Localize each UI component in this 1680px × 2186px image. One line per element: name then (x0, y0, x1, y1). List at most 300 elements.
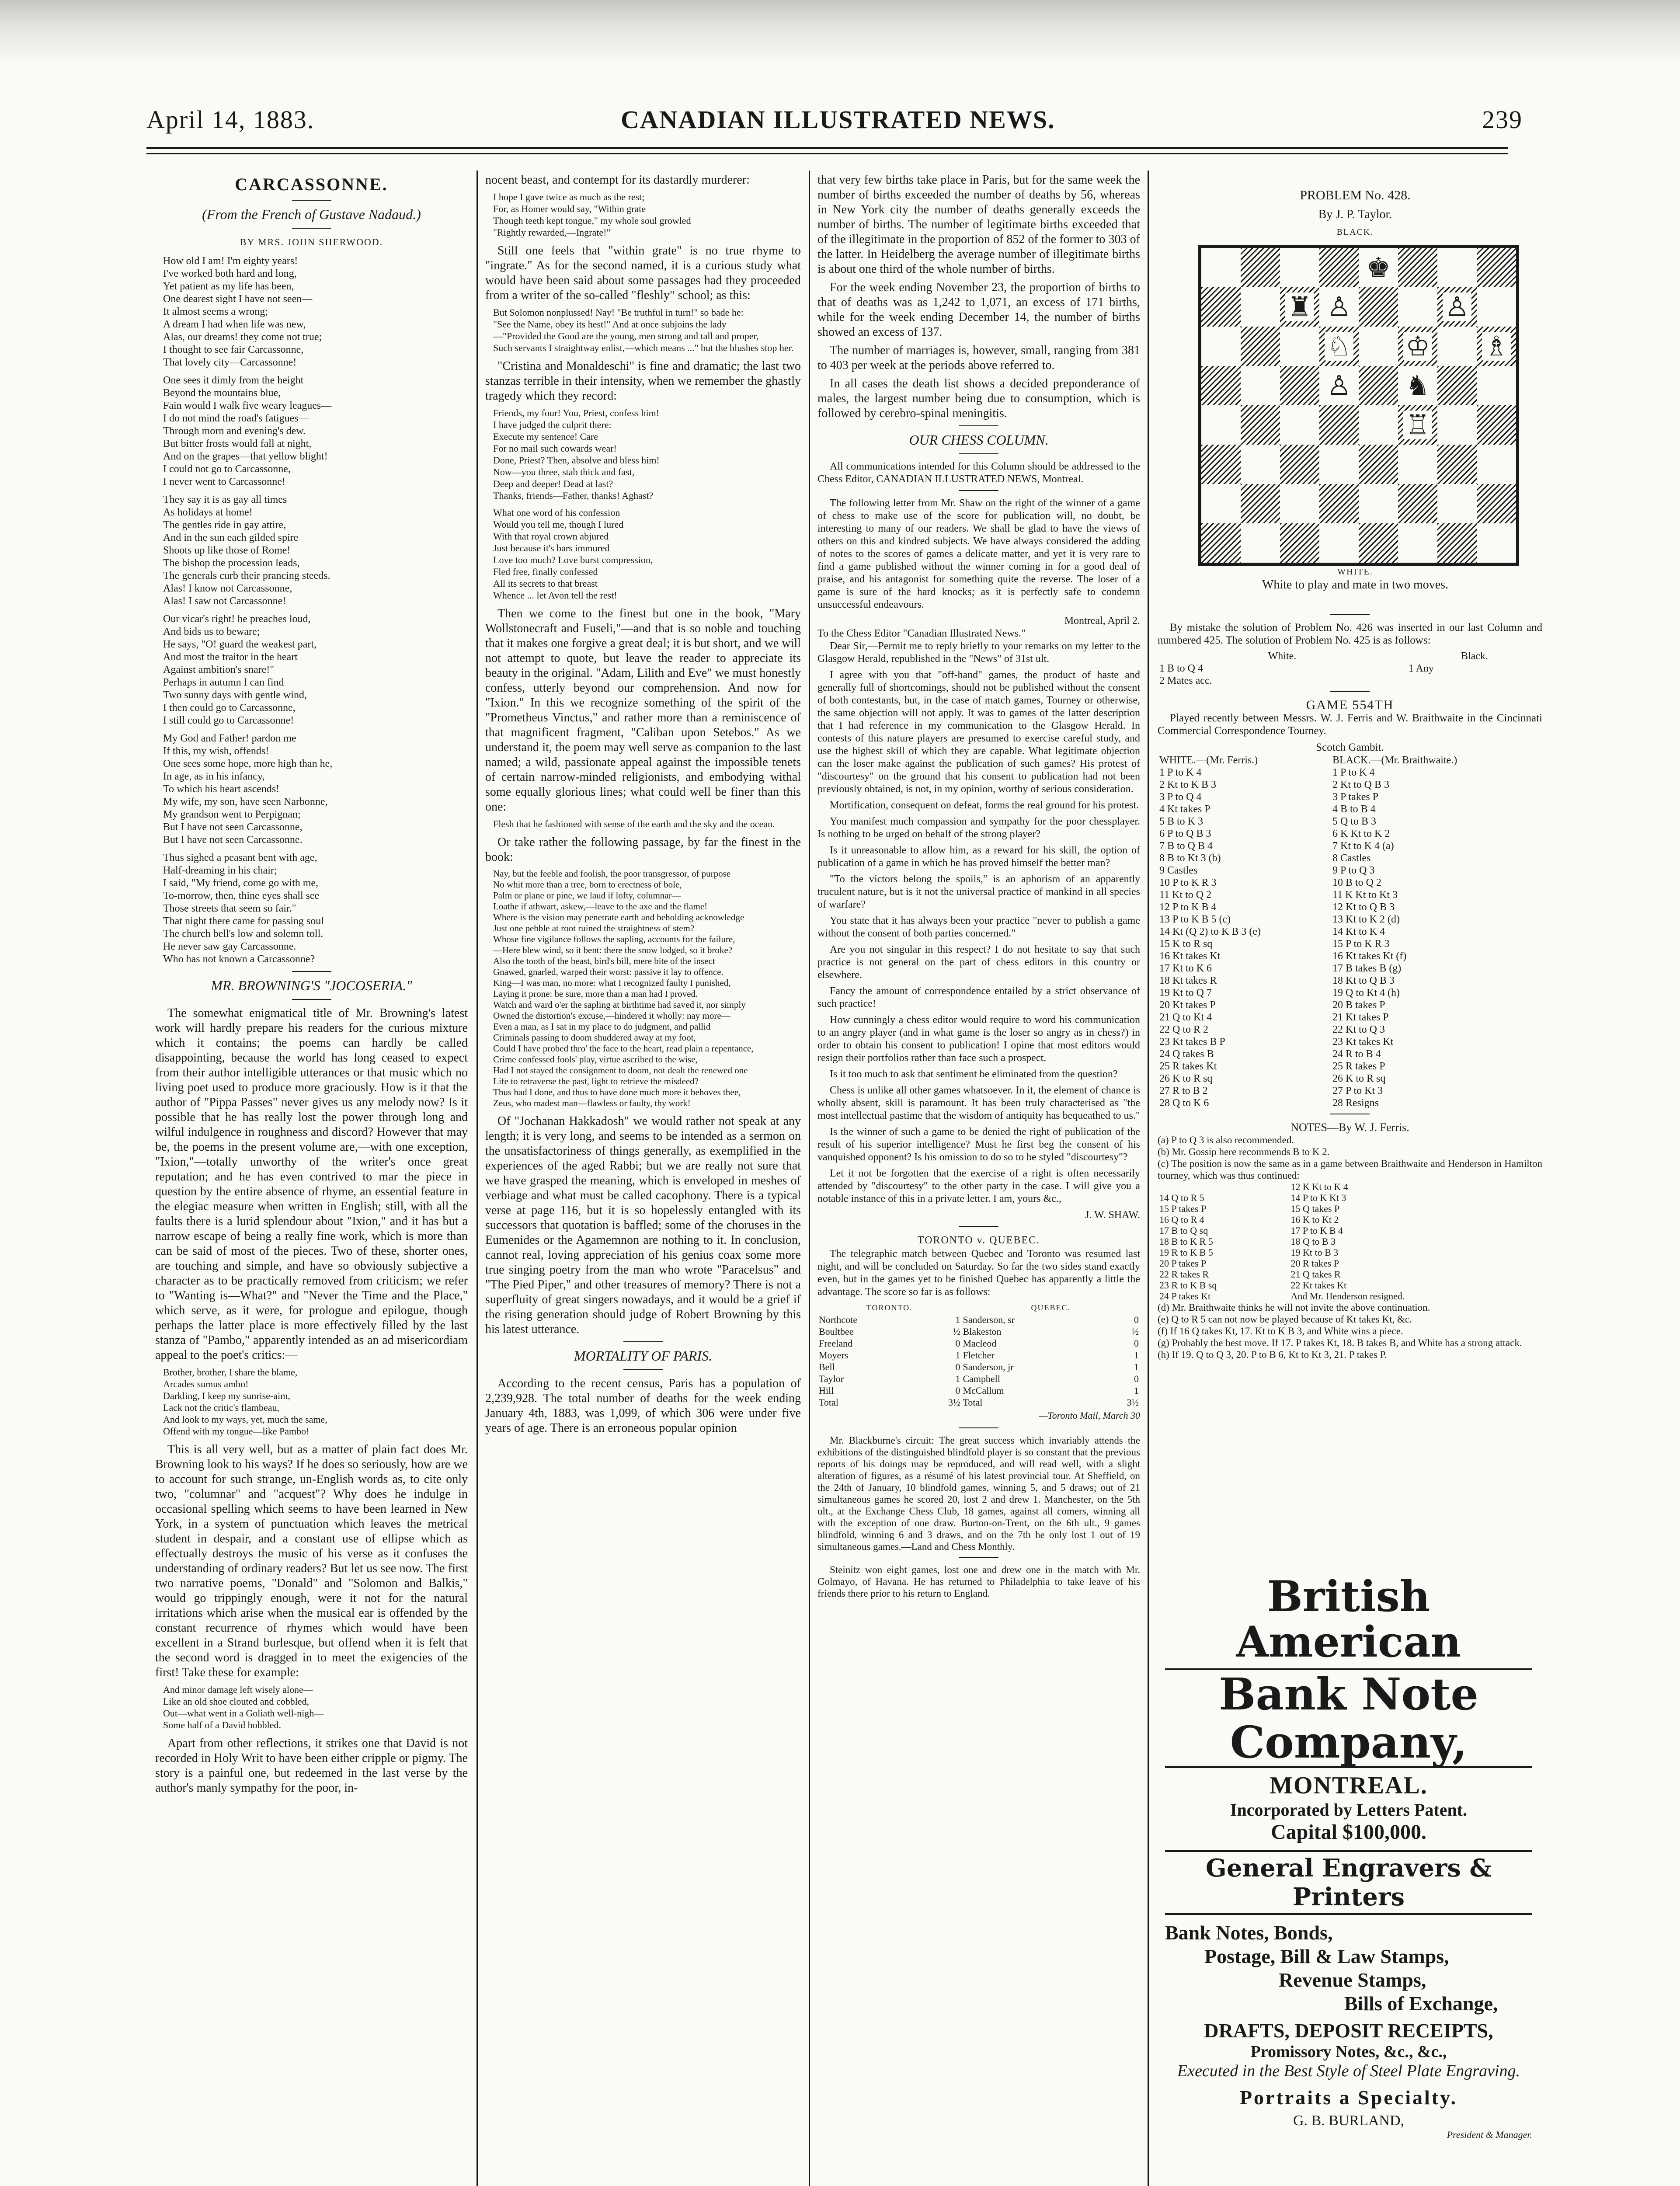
score-row (817, 1326, 1140, 1337)
score-cell: 0 (1134, 1373, 1139, 1384)
column-1 (155, 173, 468, 2186)
white-move: 3 P to Q 4 (1159, 791, 1202, 803)
white-move: 23 R to K B sq (1159, 1280, 1217, 1291)
black-move: 1 P to K 4 (1332, 767, 1375, 778)
board-square (1437, 405, 1477, 445)
score-cell: 1 (1134, 1361, 1139, 1372)
chess-piece-icon: ♘ (1325, 332, 1353, 361)
score-cell: Hill (819, 1385, 834, 1396)
page-torn-edge (0, 0, 1680, 66)
article-headline-browning: MR. BROWNING'S "JOCOSERIA." (211, 978, 412, 993)
article-paragraph: Apart from other reflections, it strikes one that David is not recorded in Holy Writ to have been either cripple or pigmy. The story is a painful one, but redeemed in the last verse by the author's manly sympathy for the poor, in- (155, 1737, 468, 1795)
game-notes (1158, 1134, 1542, 1361)
board-square (1398, 287, 1437, 327)
white-move: 1 P to K 4 (1159, 767, 1202, 778)
score-cell: ½ (953, 1326, 960, 1337)
white-move: 8 B to Kt 3 (b) (1159, 853, 1221, 864)
board-square (1398, 327, 1437, 366)
board-square (1319, 484, 1359, 523)
move-row (1158, 913, 1542, 926)
problem-author: By J. P. Taylor. (1318, 208, 1392, 221)
board-square (1241, 523, 1280, 563)
board-square (1437, 484, 1477, 523)
white-move: 26 K to R sq (1159, 1073, 1213, 1084)
move-row (1158, 1236, 1542, 1247)
article-paragraph: The somewhat enigmatical title of Mr. Browning's latest work will hardly prepare his readers for the curious mixture which it contains; the poems can hardly be called disappointing, because the world has long ceased to expect from their author intelligible utterances or that music which no living poet used to produce more graciously. How is it that the author of "Pippa Passes" never gives us any melody now? Is it possible that he has really lost the power through long and wilful indulgence in roughness and discord? However that may be, the poems in the present volume are,—with one exception, "Ixion,"—totally unworthy of the writer's once great reputation; and he has even contrived to mar the piece in question by the entire absence of rhyme, an essential feature in the elegiac measure when written in English; still, with all the faults there is a lurid splendour about "Ixion," and it has but a narrow escape of being a really fine work, which is more than can be said of most of the pieces. Two of these, shorter ones, are touching and simple, and have so obviously subjective a character as to be practically removed from criticism; we refer to "Wanting is—What?" and "Never the Time and the Place," which serve, as it were, for prologue and epilogue, though perhaps the latter place is more effectively filled by the last stanza of "Pambo," apparently intended as an ad misericordiam appeal to the poet's critics:— (155, 1006, 468, 1362)
match-paragraph: The telegraphic match between Quebec and Toronto was resumed last night, and will be concluded on Saturday. So far the two sides stand exactly even, but in the games yet to be finished Quebec has apparently a little the advantage. The score so far is as follows: (817, 1248, 1140, 1298)
match-headline: TORONTO v. QUEBEC. (917, 1235, 1040, 1246)
divider (292, 228, 331, 229)
board-square (1359, 327, 1398, 366)
article-paragraph: For the week ending November 23, the proportion of births to that of deaths was as 1,242 to 1,071, an excess of 171 births, while for the week ending December 14, the number of births showed an excess of 137. (817, 281, 1140, 339)
move-row (1158, 1181, 1542, 1192)
score-header-row (817, 1302, 1140, 1314)
score-source: —Toronto Mail, March 30 (1039, 1410, 1140, 1421)
black-move: 8 Castles (1332, 853, 1371, 864)
article-paragraph: The number of marriages is, however, small, ranging from 381 to 403 per week at the periods above referred to. (817, 344, 1140, 372)
board-square (1241, 366, 1280, 405)
divider (292, 971, 331, 972)
score-cell: Blakeston (963, 1326, 1002, 1337)
chess-letter-paragraph: Mortification, consequent on defeat, forms the real ground for his protest. (830, 800, 1139, 811)
ad-banner: General Engravers & Printers (1165, 1850, 1532, 1915)
ad-company-name-line1: British American (1236, 1572, 1461, 1667)
game-note: (c) The position is now the same as in a game between Braithwaite and Henderson in Hamilton tourney, which was thus continued: (1158, 1158, 1542, 1181)
score-row (817, 1349, 1140, 1361)
score-cell: 0 (955, 1385, 960, 1396)
chess-piece-icon: ♙ (1325, 292, 1353, 321)
divider (1330, 614, 1370, 615)
white-move: 16 Kt takes Kt (1159, 950, 1221, 962)
board-square (1398, 523, 1437, 563)
white-move: 14 Q to R 5 (1159, 1192, 1204, 1203)
board-square (1280, 523, 1319, 563)
white-move: 5 B to K 3 (1159, 816, 1203, 827)
chess-letter-paragraph: Is it unreasonable to allow him, as a reward for his skill, the option of publication of a game in which he has proved himself the better man? (817, 845, 1140, 869)
move-row (1158, 766, 1542, 779)
black-move: 19 Q to Kt 4 (h) (1332, 987, 1400, 999)
problem-caption: White to play and mate in two moves. (1262, 578, 1449, 592)
move-row (1158, 852, 1542, 864)
move-row (1158, 828, 1542, 840)
board-square (1437, 287, 1477, 327)
poem-stanza: My God and Father! pardon me If this, my wish, offends! One sees some hope, more high than he, In age, as in his infancy, To which his heart ascends! My wife, my son, have seen Narbonne, My grandson went to Perpignan; But I have not seen Carcassonne, But I have not seen Carcassonne. (163, 733, 333, 846)
score-cell: Sanderson, sr (963, 1314, 1015, 1325)
white-move: 22 R takes R (1159, 1269, 1209, 1280)
score-cell: McCallum (963, 1385, 1004, 1396)
white-move: 4 Kt takes P (1159, 804, 1210, 815)
white-move: 9 Castles (1159, 865, 1198, 876)
score-cell: 1 (1134, 1350, 1139, 1361)
move-row (1158, 1048, 1542, 1060)
score-cell: Campbell (963, 1373, 1000, 1384)
board-label-black: BLACK. (1336, 227, 1374, 237)
chess-letter-paragraph: Is it too much to ask that sentiment be eliminated from the question? (830, 1069, 1118, 1080)
board-square (1319, 405, 1359, 445)
black-move: 6 K Kt to K 2 (1332, 828, 1390, 839)
chess-problem-board (1198, 245, 1519, 566)
move-row (1158, 1072, 1542, 1085)
move-row (1158, 1097, 1542, 1109)
black-move: 19 Kt to B 3 (1290, 1247, 1339, 1258)
board-label-white: WHITE. (1337, 567, 1373, 577)
score-cell: Moyers (819, 1350, 849, 1361)
black-move: 27 P to Kt 3 (1332, 1085, 1383, 1096)
score-row (817, 1373, 1140, 1385)
board-square (1280, 248, 1319, 287)
black-move: 7 Kt to K 4 (a) (1332, 840, 1394, 852)
white-move: 16 Q to R 4 (1159, 1214, 1204, 1225)
black-move: 12 Kt to Q B 3 (1332, 902, 1395, 913)
chess-letter-paragraph: Is the winner of such a game to be denied the right of publication of the result of his superior intelligence? Must he first beg the consent of his vanquished opponent? Is his omission to do so to be styled "discourtesy"? (817, 1126, 1140, 1163)
board-square (1280, 484, 1319, 523)
board-square (1359, 287, 1398, 327)
black-move: 17 P to K B 4 (1290, 1225, 1343, 1236)
article-headline-mortality: MORTALITY OF PARIS. (574, 1348, 713, 1364)
divider (959, 490, 998, 491)
solution-black-label: Black. (1461, 651, 1488, 662)
quoted-verse: And minor damage left wisely alone— Like an old shoe clouted and cobbled, Out—what went in a Goliath well-nigh— Some half of a David hobbled. (163, 1684, 324, 1730)
black-move: 14 P to K Kt 3 (1290, 1192, 1346, 1203)
black-move: 24 R to B 4 (1332, 1048, 1381, 1060)
score-cell: Macleod (963, 1338, 997, 1349)
article-headline-carcassonne: CARCASSONNE. (235, 174, 388, 194)
article-paragraph: According to the recent census, Paris has a population of 2,239,928. The total number of deaths for the week ending January 4th, 1883, was 1,099, of which 306 were under five years of age. There is an erroneous popular opinion (485, 1377, 801, 1435)
white-move: 7 B to Q B 4 (1159, 840, 1213, 852)
poem-stanza: One sees it dimly from the height Beyond the mountains blue, Fain would I walk five weary leagues— I do not mind the road's fatigues— Through morn and evening's dew. But bitter frosts would fall at night, And on the grapes—that yellow blight! I could not go to Carcassonne, I never went to Carcassonne! (163, 375, 332, 487)
move-row (1158, 938, 1542, 950)
black-move: 10 B to Q 2 (1332, 877, 1381, 888)
black-move: 17 B takes B (g) (1332, 963, 1402, 974)
white-move: 18 Kt takes R (1159, 975, 1217, 986)
article-paragraph: Of "Jochanan Hakkadosh" we would rather not speak at any length; it is very long, and seems to be intended as a sermon on the unsatisfactoriness of things generally, as exemplified in the experiences of the aged Rabbi; but we are really not sure that we have grasped the meaning, which is enveloped in meshes of verbiage and what must be called cacophony. There is a typical verse at page 116, but it is so hopelessly entangled with its successors that quotation is baffled; some of the choruses in the Eumenides or the Agamemnon are nothing to it. In conclusion, cannot real, loving appreciation of his genius coax some more true singing poetry from the man who wrote "Paracelsus" and "The Pied Piper," and other treasures of memory? There is not a superfluity of great singers nowadays, and it would be a grief if the rising generation should judge of Robert Browning by this his latest utterance. (485, 1114, 801, 1336)
black-player: BLACK.—(Mr. Braithwaite.) (1332, 755, 1457, 766)
score-header-quebec: QUEBEC. (1031, 1303, 1071, 1312)
move-row (1158, 1291, 1542, 1302)
board-square (1201, 287, 1241, 327)
divider (959, 1427, 998, 1428)
white-move: 22 Q to R 2 (1159, 1024, 1209, 1035)
chess-letter-paragraph: The following letter from Mr. Shaw on the right of the winner of a game of chess to make use of the score for publication will, no doubt, be interesting to many of our readers. We shall be glad to have the views of others on this and kindred subjects. We have always considered the adding of notes to the scores of games a delicate matter, and yet it is very rare to find a game published without the winner coming in for a good deal of praise, and his antagonist for something quite the reverse. The loser of a game is sure of the hard knocks; as it is perfectly safe to condemn unsuccessful endeavours. (817, 498, 1140, 610)
black-move: 25 R takes P (1332, 1061, 1385, 1072)
board-square (1319, 248, 1359, 287)
chess-news-paragraph: Steinitz won eight games, lost one and drew one in the match with Mr. Golmayo, of Havana. He has returned to Philadelphia to take leave of his friends there prior to his return to England. (817, 1564, 1140, 1599)
board-square (1359, 248, 1398, 287)
white-move: 19 Kt to Q 7 (1159, 987, 1212, 999)
black-move: 22 Kt to Q 3 (1332, 1024, 1385, 1035)
score-total-label: Total (819, 1397, 838, 1408)
move-row (1158, 1225, 1542, 1236)
masthead-rule-thin (146, 153, 1508, 154)
board-square (1398, 445, 1437, 484)
board-square (1477, 445, 1516, 484)
move-row (1158, 1011, 1542, 1023)
black-move: 14 Kt to K 4 (1332, 926, 1385, 937)
solution-move: 1 B to Q 4 (1159, 663, 1203, 674)
board-square (1319, 445, 1359, 484)
board-square (1359, 405, 1398, 445)
board-square (1477, 484, 1516, 523)
move-row (1158, 962, 1542, 975)
game-moves-table (1158, 754, 1542, 1109)
divider (959, 425, 998, 426)
chess-letter-paragraph: Let it not be forgotten that the exercise of a right is often necessarily attended by "discourtesy" to the other party in the case. I will give you a notable instance of this in a private letter. I am, yours &c., (817, 1168, 1140, 1204)
chess-letter-paragraph: You state that it has always been your practice "never to publish a game without the consent of both parties concerned." (817, 915, 1140, 939)
white-player: WHITE.—(Mr. Ferris.) (1159, 755, 1258, 766)
score-cell: 1 (955, 1314, 960, 1325)
letter-dateline: Montreal, April 2. (1064, 615, 1140, 627)
black-move: 13 Kt to K 2 (d) (1332, 914, 1400, 925)
score-total-label: Total (963, 1397, 983, 1408)
board-square (1437, 523, 1477, 563)
score-cell: Taylor (819, 1373, 844, 1384)
white-move: 17 Kt to K 6 (1159, 963, 1212, 974)
divider (1330, 691, 1370, 692)
score-cell: Sanderson, jr (963, 1361, 1014, 1372)
solution-move: 2 Mates acc. (1159, 675, 1212, 686)
divider (623, 1369, 663, 1370)
article-paragraph: that very few births take place in Paris, but for the same week the number of births exceeded the number of deaths by 56, whereas in New York city the number of deaths generally exceeds the number of births. The number of legitimate births exceeded that of the illegitimate in the proportion of 852 of the former to 303 of the latter. In Heidelberg the average number of illegitimate births is about one third of the whole number of births. (817, 173, 1140, 276)
ad-executed: Executed in the Best Style of Steel Plate Engraving. (1177, 2062, 1520, 2080)
black-move: 23 Kt takes Kt (1332, 1036, 1394, 1048)
game-note: (d) Mr. Braithwaite thinks he will not invite the above continuation. (1158, 1302, 1430, 1313)
score-cell: Freeland (819, 1338, 852, 1349)
move-row (1158, 999, 1542, 1011)
score-cell: Fletcher (963, 1350, 995, 1361)
score-cell: 0 (1134, 1314, 1139, 1325)
issue-date: April 14, 1883. (146, 105, 315, 134)
move-row (1158, 791, 1542, 803)
move-row (1158, 1203, 1542, 1214)
divider (623, 1341, 663, 1342)
white-move: 23 Kt takes B P (1159, 1036, 1225, 1048)
divider (959, 453, 998, 454)
board-square (1398, 248, 1437, 287)
score-cell: Bell (819, 1361, 835, 1372)
solution-correction: By mistake the solution of Problem No. 426 was inserted in our last Column and numbered 425. The solution of Problem No. 425 is as follows: (1158, 622, 1542, 646)
game-note: (b) Mr. Gossip here recommends B to K 2. (1158, 1146, 1330, 1157)
score-cell: 1 (955, 1350, 960, 1361)
black-move: 2 Kt to Q B 3 (1332, 779, 1389, 790)
letter-salutation: To the Chess Editor "Canadian Illustrated News." (817, 628, 1026, 639)
solution-move: 1 Any (1408, 663, 1434, 674)
board-square (1437, 327, 1477, 366)
ad-drafts: DRAFTS, DEPOSIT RECEIPTS, (1204, 2019, 1493, 2042)
black-move: 5 Q to B 3 (1332, 816, 1376, 827)
move-row (1158, 987, 1542, 999)
black-move: 11 K Kt to Kt 3 (1332, 889, 1398, 901)
letter-signature: J. W. SHAW. (1085, 1209, 1140, 1221)
chess-piece-icon: ♚ (1364, 253, 1393, 282)
move-row (1158, 1085, 1542, 1097)
white-move: 18 B to K R 5 (1159, 1236, 1213, 1247)
score-row (817, 1385, 1140, 1396)
game-note: (f) If 16 Q takes Kt, 17. Kt to K B 3, and White wins a piece. (1158, 1326, 1403, 1337)
chess-news-paragraph: Mr. Blackburne's circuit: The great success which invariably attends the exhibitions of the distinguished blindfold player is so constant that the previous reports of his doings may be reproduced, and will read well, with a slight alteration of figures, as a résumé of his latest provincial tour. At Sheffield, on the 24th of January, 10 blindfold games, winning 5, and 5 draws; out of 21 simultaneous games he scored 20, lost 2 and drew 1. Manchester, on the 5th ult., at the Exchange Chess Club, 18 games, against all comers, winning all with the exception of one draw. Burton-on-Trent, on the 6th ult., 9 games blindfold, winning 6 and 3 draws, and on the 7th he only lost 1 out of 19 simultaneous games.—Land and Chess Monthly. (817, 1435, 1140, 1552)
board-square (1319, 523, 1359, 563)
quoted-verse: What one word of his confession Would you tell me, though I lured With that royal crown abjured Just because it's bars immured Love too much? Love burst compression, Fled free, finally confessed All its secrets to that breast Whence ... let Avon tell the rest! (493, 507, 653, 601)
board-square (1437, 248, 1477, 287)
board-square (1280, 405, 1319, 445)
move-row (1158, 803, 1542, 815)
move-row (1158, 926, 1542, 938)
board-square (1398, 484, 1437, 523)
board-square (1280, 327, 1319, 366)
article-paragraph: Still one feels that "within grate" is no true rhyme to "ingrate." As for the second named, it is a curious study what would have been said about some passages had they proceeded from a writer of the so-called "fleshly" school; as this: (485, 244, 801, 302)
game-players-row (1158, 754, 1542, 766)
move-row (1158, 889, 1542, 901)
chess-letter-paragraph: I agree with you that "off-hand" games, the product of haste and generally full of shortcomings, should not be published without the consent of both contestants, but, in the case of match games, Tourney or otherwise, the same objection will not apply. It was to games of the latter description that I had reference in my communication to the Glasgow Herald. In contests of this nature players are presumed to exercise careful study, and use the highest skill of which they are capable. What legitimate objection can the loser make against the publication of such games? His protest of "discourtesy" on the ground that his consent to publication had not been previously obtained, is not, in my opinion, worthy of serious consideration. (817, 669, 1140, 795)
score-cell: 0 (955, 1361, 960, 1372)
score-header-toronto: TORONTO. (866, 1303, 913, 1312)
score-row (817, 1361, 1140, 1373)
score-cell: ½ (1131, 1326, 1139, 1337)
chess-letter-paragraph: "To the victors belong the spoils," is an aphorism of an apparently truculent nature, but is it not the universal practice of mankind in all species of warfare? (817, 874, 1140, 910)
black-move: 21 Kt takes P (1332, 1012, 1389, 1023)
move-row (1158, 1258, 1542, 1269)
ad-proprietor: G. B. BURLAND, (1293, 2113, 1405, 2129)
masthead-rule (146, 147, 1508, 149)
quoted-verse: But Solomon nonplussed! Nay! "Be truthful in turn!" so bade he: "See the Name, obey its hest!" And at once subjoins the lady —"Provided the Good are the young, men strong and tall and proper, Such servants I straightway enlist,—which means ..." but the blushes stop her. (493, 307, 794, 353)
divider (292, 200, 331, 201)
black-move: 18 Q to B 3 (1290, 1236, 1336, 1247)
divider (959, 1557, 998, 1558)
ad-promissory: Promissory Notes, &c., &c., (1250, 2043, 1447, 2061)
board-square (1280, 445, 1319, 484)
score-cell: Northcote (819, 1314, 857, 1325)
board-square (1477, 405, 1516, 445)
column-2 (485, 173, 801, 2186)
quoted-verse: Flesh that he fashioned with sense of the earth and the sky and the ocean. (493, 818, 775, 829)
black-move: 16 Kt takes Kt (f) (1332, 950, 1407, 962)
black-move: And Mr. Henderson resigned. (1290, 1291, 1405, 1302)
article-paragraph: Then we come to the finest but one in the book, "Mary Wollstonecraft and Fuseli,"—and that is so noble and touching that it makes one forgive a great deal; it is but short, and we will not attempt to quote, but leave the reader to appreciate its beauty in the original. "Adam, Lilith and Eve" we must honestly confess, utterly beyond our comprehension. And now for "Ixion." In this we recognize something of the spirit of the "Prometheus Vinctus," and rather more than a reminiscence of that magnificent fragment, "Caliban upon Setebos." As we understand it, the poem may well serve as companion to the last named; a wild, passionate appeal against the impossible tenets of certain narrow-minded religionists, and embodying withal some equally glorious lines; what could well be finer than this one: (485, 607, 801, 814)
column-4-chess (1158, 610, 1542, 1559)
white-move: 24 Q takes B (1159, 1048, 1214, 1060)
ad-service: Postage, Bill & Law Stamps, (1204, 1945, 1449, 1967)
board-square (1359, 484, 1398, 523)
chess-column-headline: OUR CHESS COLUMN. (909, 432, 1049, 448)
move-row (1158, 975, 1542, 987)
problem-title: PROBLEM No. 428. (1300, 188, 1411, 202)
move-row (1158, 1023, 1542, 1036)
game-note: (g) Probably the best move. If 17. P takes Kt, 18. B takes B, and White has a strong attack. (1158, 1337, 1522, 1348)
white-move: 19 R to K B 5 (1159, 1247, 1213, 1258)
move-row (1158, 1247, 1542, 1258)
game-intro: Played recently between Messrs. W. J. Ferris and W. Braithwaite in the Cincinnati Commercial Correspondence Tourney. (1158, 712, 1542, 737)
ad-service: Bank Notes, Bonds, (1165, 1921, 1333, 1944)
quoted-verse: Brother, brother, I share the blame, Arcades sumus ambo! Darkling, I keep my sunrise-aim, Lack not the critic's flambeau, And look to my ways, yet, much the same, Offend with my tongue—like Pambo! (163, 1367, 327, 1437)
white-move: 12 P to K B 4 (1159, 902, 1217, 913)
black-move: 26 K to R sq (1332, 1073, 1386, 1084)
quoted-verse: I hope I gave twice as much as the rest; For, as Homer would say, "Within grate Though teeth kept tongue," my whole soul growled "Rightly rewarded,—Ingrate!" (493, 191, 691, 238)
board-square (1437, 445, 1477, 484)
black-move: 20 B takes P (1332, 999, 1385, 1011)
board-square (1201, 484, 1241, 523)
move-row (1158, 864, 1542, 877)
chess-piece-icon: ♙ (1325, 371, 1353, 400)
board-square (1477, 287, 1516, 327)
move-row (1158, 815, 1542, 828)
board-square (1241, 327, 1280, 366)
solution-table (1158, 650, 1542, 687)
bank-note-company-advertisement (1165, 1574, 1532, 2141)
page-number: 239 (1482, 105, 1523, 134)
black-move: 9 P to Q 3 (1332, 865, 1375, 876)
column-rule-2 (809, 171, 810, 2186)
poem-stanza: How old I am! I'm eighty years! I've worked both hard and long, Yet patient as my life has been, One dearest sight I have not seen— It almost seems a wrong; A dream I had when life was new, Alas, our dreams! they come not true; I thought to see fair Carcassonne, That lovely city—Carcassonne! (163, 255, 322, 368)
board-square (1241, 287, 1280, 327)
score-total-toronto: 3½ (948, 1397, 960, 1408)
move-row (1158, 877, 1542, 889)
score-cell: Boultbee (819, 1326, 854, 1337)
white-move: 21 Q to Kt 4 (1159, 1012, 1212, 1023)
move-row (1158, 1192, 1542, 1203)
black-move: 15 P to K R 3 (1332, 938, 1390, 950)
chess-letter-paragraph: Dear Sir,—Permit me to reply briefly to your remarks on my letter to the Glasgow Herald, republished in the "News" of 31st ult. (817, 640, 1140, 665)
article-paragraph: In all cases the death list shows a decided preponderance of males, the largest number being due to consumption, which is followed by cerebro-spinal meningitis. (817, 377, 1140, 420)
move-row (1158, 1036, 1542, 1048)
quoted-verse: Nay, but the feeble and foolish, the poor transgressor, of purpose No whit more than a tree, born to erectness of bole, Palm or plane or pine, we laud if lofty, columnar— Loathe if athwart, askew,—leave to the axe and the flame! Where is the vision may penetrate earth and beholding acknowledge Just one pebble at root ruined the straightness of stem? Whose fine vigilance follows the sapling, accounts for the failure, —Here blew wind, so it bent: there the snow lodged, so it broke? Also the tooth of the beast, bird's bill, mere bite of the insect Gnawed, gnarled, warped their worst: passive it lay to offence. King—I was man, no more: what I recognized faulty I punished, Laying it prone: be sure, more than a man had I proved. Watch and ward o'er the sapling at birthtime had saved it, nor simply Owned the distortion's excuse,—hindered it wholly: nay more— Even a man, as I sat in my place to do judgment, and pallid Criminals passing to doom shuddered away at my foot, Could I have probed thro' the face to the heart, read plain a repentance, Crime confessed fools' play, virtue ascribed to the wise, Had I not stayed the consignment to doom, not dealt the renewed one Life to retraverse the past, light to retrieve the misdeed? Thus had I done, and thus to have done much more it behoves thee, Zeus, who madest man—flawless or faulty, thy work! (493, 868, 754, 1108)
chess-column-notice: All communications intended for this Column should be addressed to the Chess Editor, CANADIAN ILLUSTRATED NEWS, Montreal. (817, 461, 1140, 485)
board-square (1280, 287, 1319, 327)
score-cell: 0 (955, 1338, 960, 1349)
move-row (1158, 950, 1542, 962)
quoted-verse: Friends, my four! You, Priest, confess him! I have judged the culprit there: Execute my sentence! Care For no mail such cowards wear! Done, Priest? Then, absolve and bless him! Now—you three, stab thick and fast, Deep and deeper! Dead at last? Thanks, friends—Father, thanks! Aghast? (493, 407, 660, 501)
board-square (1477, 523, 1516, 563)
white-move: 13 P to K B 5 (c) (1159, 914, 1231, 925)
chess-piece-icon: ♙ (1443, 292, 1471, 321)
black-move: 20 R takes P (1290, 1258, 1339, 1269)
chess-letter-paragraph: How cunningly a chess editor would require to word his communication to an angry player (and in what game is the loser so angry as in chess?) in order to obtain his consent to publication! I opine that most editors would resign their portfolios rather than face such a prospect. (817, 1014, 1140, 1064)
ad-service: Bills of Exchange, (1344, 1992, 1498, 2015)
board-square (1201, 366, 1241, 405)
article-paragraph: Or take rather the following passage, by far the finest in the book: (485, 835, 801, 864)
white-move: 28 Q to K 6 (1159, 1097, 1209, 1109)
board-square (1437, 366, 1477, 405)
chess-letter-paragraph: Are you not singular in this respect? I do not hesitate to say that such practice is not general on the part of chess editors in this country or elsewhere. (817, 944, 1140, 981)
board-square (1201, 327, 1241, 366)
white-move: 24 P takes Kt (1159, 1291, 1211, 1302)
black-move: 16 K to Kt 2 (1290, 1214, 1339, 1225)
divider (292, 999, 331, 1000)
ad-company-name-line2: Bank Note Company, (1165, 1668, 1532, 1768)
white-move: 6 P to Q B 3 (1159, 828, 1211, 839)
score-cell: 0 (1134, 1338, 1139, 1349)
board-square (1319, 327, 1359, 366)
column-rule-1 (477, 171, 478, 2186)
white-move: 15 K to R sq (1159, 938, 1213, 950)
divider (959, 1226, 998, 1227)
board-square (1359, 445, 1398, 484)
move-row (1158, 779, 1542, 791)
move-row (1158, 1280, 1542, 1291)
score-row (817, 1314, 1140, 1326)
article-paragraph: "Cristina and Monaldeschi" is fine and dramatic; the last two stanzas terrible in their intensity, when we remember the ghastly tragedy which they record: (485, 359, 801, 403)
board-square (1241, 405, 1280, 445)
board-square (1477, 248, 1516, 287)
black-move: 12 K Kt to K 4 (1290, 1181, 1348, 1192)
match-score-table (817, 1302, 1140, 1408)
board-square (1201, 445, 1241, 484)
game-opening: Scotch Gambit. (1316, 741, 1384, 753)
chess-letter-paragraph: Fancy the amount of correspondence entailed by a strict observance of such practice! (817, 985, 1140, 1009)
board-square (1241, 484, 1280, 523)
board-square (1280, 366, 1319, 405)
board-square (1477, 327, 1516, 366)
column-rule-3 (1148, 171, 1149, 2186)
poem-stanza: They say it is as gay all times As holidays at home! The gentles ride in gay attire, And in the sun each gilded spire Shoots up like those of Rome! The bishop the procession leads, The generals curb their prancing steeds. Alas! I know not Carcassonne, Alas! I saw not Carcassonne! (163, 494, 330, 607)
